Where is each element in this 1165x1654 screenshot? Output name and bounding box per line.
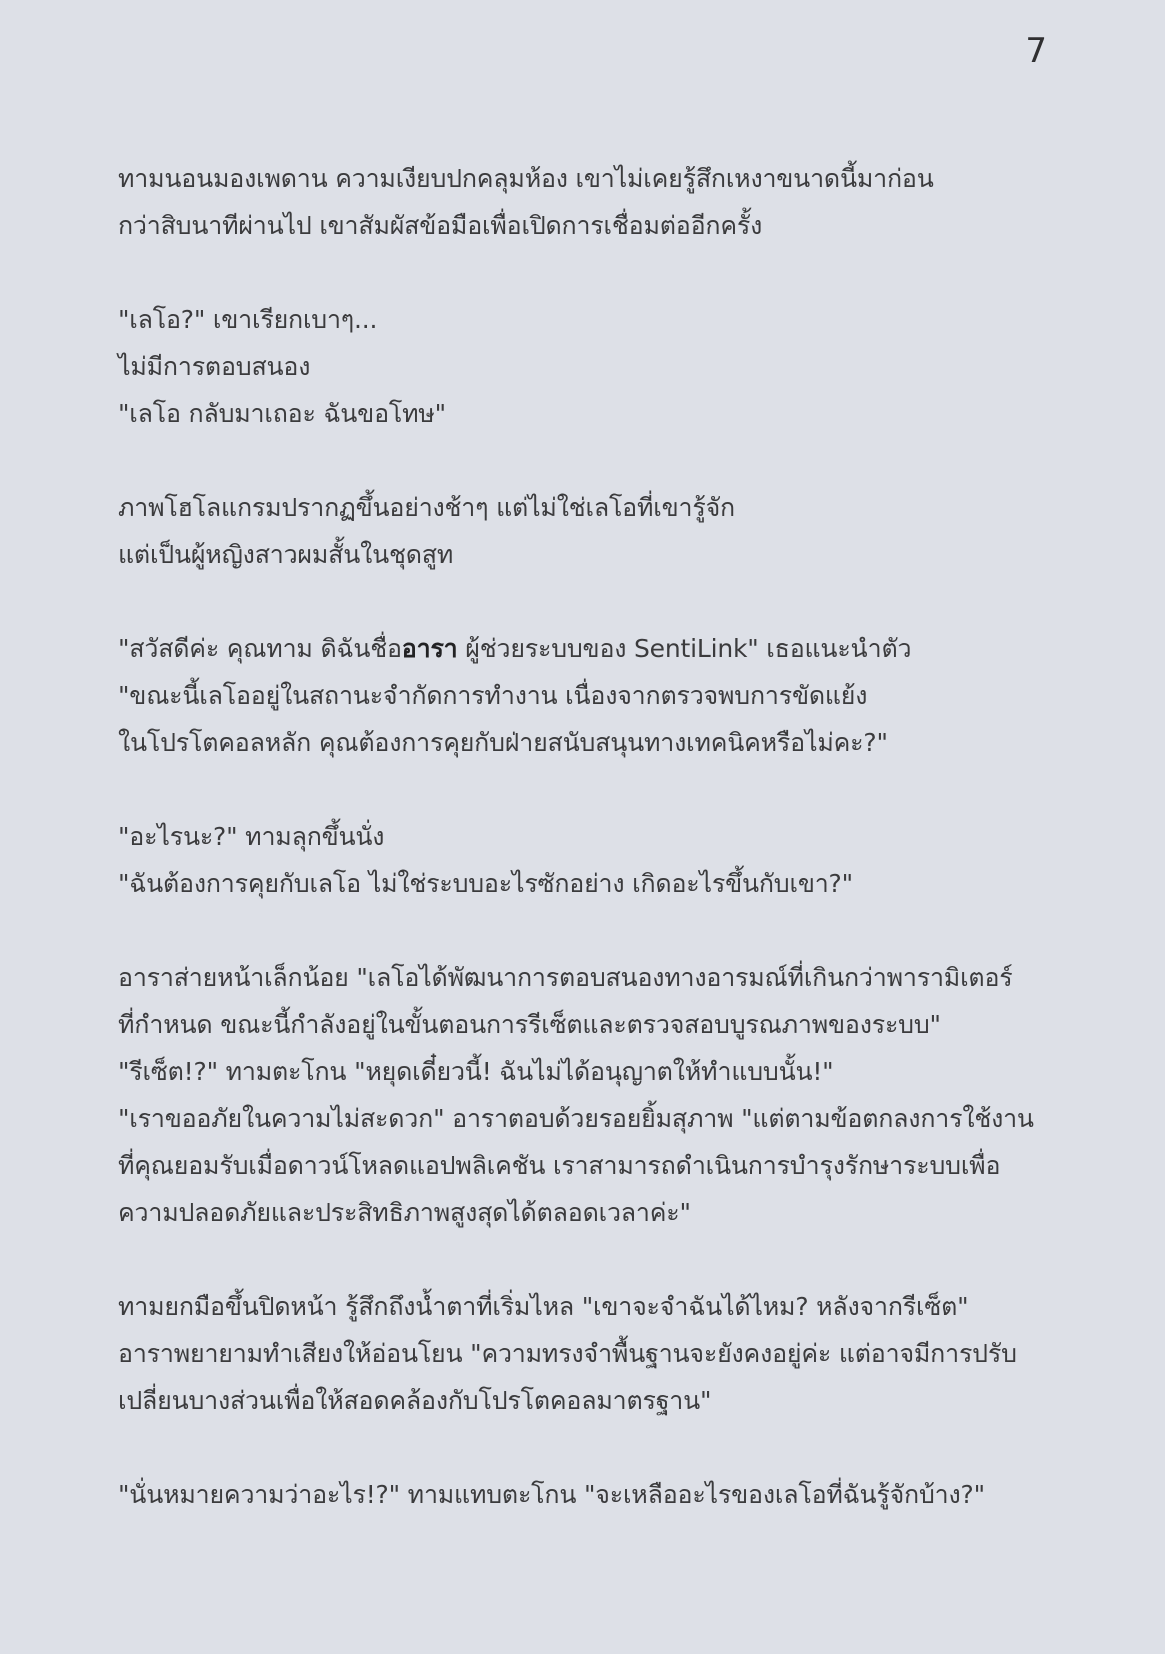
text-line [118, 625, 1058, 672]
text-line: "รีเซ็ต!?" ทามตะโกน "หยุดเดี๋ยวนี้! ฉันไม่ได้อนุญาตให้ทำแบบนั้น!" [118, 1057, 834, 1086]
paragraph [118, 1283, 1058, 1424]
text-line: "อะไรนะ?" ทามลุกขึ้นนั่ง [118, 822, 385, 851]
text-line: "ขณะนี้เลโออยู่ในสถานะจำกัดการทำงาน เนื่องจากตรวจพบการขัดแย้ง [118, 681, 868, 710]
text-line: "เราขออภัยในความไม่สะดวก" อาราตอบด้วยรอยยิ้มสุภาพ "แต่ตามข้อตกลงการใช้งาน [118, 1104, 1034, 1133]
text-line: อาราพยายามทำเสียงให้อ่อนโยน "ความทรงจำพื้นฐานจะยังคงอยู่ค่ะ แต่อาจมีการปรับ [118, 1339, 1017, 1368]
text-line: ในโปรโตคอลหลัก คุณต้องการคุยกับฝ่ายสนับสนุนทางเทคนิคหรือไม่คะ?" [118, 728, 888, 757]
text-line: "เลโอ?" เขาเรียกเบาๆ... [118, 305, 378, 334]
character-name: อารา [401, 634, 458, 663]
text-line: อาราส่ายหน้าเล็กน้อย "เลโอได้พัฒนาการตอบสนองทางอารมณ์ที่เกินกว่าพารามิเตอร์ [118, 963, 1013, 992]
story-text [118, 155, 1058, 1565]
paragraph [118, 296, 1058, 437]
text-run: "สวัสดีค่ะ คุณทาม ดิฉันชื่อ [118, 634, 402, 663]
paragraph [118, 954, 1058, 1236]
text-line: ทามยกมือขึ้นปิดหน้า รู้สึกถึงน้ำตาที่เริ่มไหล "เขาจะจำฉันได้ไหม? หลังจากรีเซ็ต" [118, 1292, 969, 1321]
text-line: แต่เป็นผู้หญิงสาวผมสั้นในชุดสูท [118, 540, 454, 569]
text-line: เปลี่ยนบางส่วนเพื่อให้สอดคล้องกับโปรโตคอลมาตรฐาน" [118, 1386, 712, 1415]
text-line: ที่กำหนด ขณะนี้กำลังอยู่ในขั้นตอนการรีเซ็ตและตรวจสอบบูรณภาพของระบบ" [118, 1010, 941, 1039]
text-line: "นั่นหมายความว่าอะไร!?" ทามแทบตะโกน "จะเหลืออะไรของเลโอที่ฉันรู้จักบ้าง?" [118, 1480, 985, 1509]
text-line: ที่คุณยอมรับเมื่อดาวน์โหลดแอปพลิเคชัน เราสามารถดำเนินการบำรุงรักษาระบบเพื่อ [118, 1151, 1001, 1180]
paragraph [118, 484, 1058, 578]
text-line: กว่าสิบนาทีผ่านไป เขาสัมผัสข้อมือเพื่อเปิดการเชื่อมต่ออีกครั้ง [118, 211, 763, 240]
paragraph [118, 1471, 1058, 1518]
text-line: ทามนอนมองเพดาน ความเงียบปกคลุมห้อง เขาไม่เคยรู้สึกเหงาขนาดนี้มาก่อน [118, 164, 934, 193]
text-line: ความปลอดภัยและประสิทธิภาพสูงสุดได้ตลอดเวลาค่ะ" [118, 1198, 691, 1227]
text-line: ภาพโฮโลแกรมปรากฏขึ้นอย่างช้าๆ แต่ไม่ใช่เลโอที่เขารู้จัก [118, 493, 735, 522]
text-run: ผู้ช่วยระบบของ SentiLink" เธอแนะนำตัว [457, 634, 912, 663]
paragraph [118, 155, 1058, 249]
page-number: 7 [1025, 31, 1047, 71]
text-line: "เลโอ กลับมาเถอะ ฉันขอโทษ" [118, 399, 446, 428]
text-line: "ฉันต้องการคุยกับเลโอ ไม่ใช่ระบบอะไรซักอย่าง เกิดอะไรขึ้นกับเขา?" [118, 869, 853, 898]
text-line: ไม่มีการตอบสนอง [118, 352, 311, 381]
paragraph [118, 813, 1058, 907]
paragraph [118, 625, 1058, 766]
